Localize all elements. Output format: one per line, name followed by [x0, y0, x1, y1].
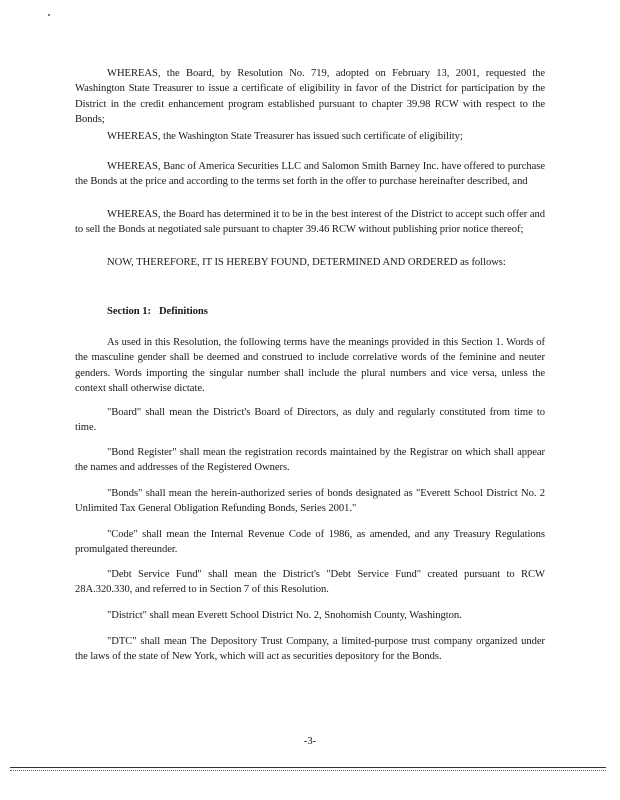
- definition-bonds: [75, 486, 545, 517]
- definition-item: "DTC" shall mean The Depository Trust Company, a limited-purpose trust company organized under the laws of the state of New York, which will act as securities depository for the Bonds.: [75, 636, 545, 663]
- definition-item: "Debt Service Fund" shall mean the District's "Debt Service Fund" created pursuant to RCW 28A.320.330, and referred to in Section 7 of this Resolution.: [75, 569, 545, 596]
- definition-bond-register: [75, 445, 545, 476]
- paragraph-whereas-resolution: WHEREAS, the Board, by Resolution No. 719, adopted on February 13, 2001, requested the Washington State Treasurer to issue a certificate of eligibility in favor of the District for participation by the District in the credit enhancement program established pursuant to chapter 39.98 RCW with respect to the Bonds;: [75, 68, 545, 125]
- definition-debt-service-fund: [75, 567, 545, 598]
- definition-board: [75, 405, 545, 436]
- recital-p4: [75, 207, 545, 238]
- definition-item: "District" shall mean Everett School District No. 2, Snohomish County, Washington.: [107, 610, 462, 621]
- footer-divider: [10, 767, 606, 768]
- definition-code: [75, 527, 545, 558]
- footer-divider-secondary: [10, 770, 606, 771]
- definition-item: "Board" shall mean the District's Board of Directors, as duly and regularly constituted from time to time.: [75, 407, 545, 434]
- definition-item: "Bonds" shall mean the herein-authorized series of bonds designated as "Everett School District No. 2 Unlimited Tax General Obligation Refunding Bonds, Series 2001.": [75, 488, 545, 515]
- definition-dtc: [75, 634, 545, 665]
- definition-district: [75, 608, 545, 623]
- definition-item: "Bond Register" shall mean the registration records maintained by the Registrar on which shall appear the names and addresses of the Registered Owners.: [75, 447, 545, 474]
- recital-p3: [75, 159, 545, 190]
- paragraph-whereas-determined: WHEREAS, the Board has determined it to be in the best interest of the District to accept such offer and to sell the Bonds at negotiated sale pursuant to chapter 39.46 RCW without publishing prior notice thereof;: [75, 209, 545, 236]
- paragraph-definitions-intro: As used in this Resolution, the following terms have the meanings provided in this Section 1. Words of the masculine gender shall be deemed and construed to include correlative words of the feminine and neuter genders. Words importing the singular number shall include the plural numbers and vice versa, unless the context shall otherwise dictate.: [75, 337, 545, 394]
- definitions-intro: [75, 335, 545, 396]
- scan-mark: [48, 14, 50, 16]
- recital-p2: [75, 129, 545, 144]
- paragraph-now-therefore: NOW, THEREFORE, IT IS HEREBY FOUND, DETERMINED AND ORDERED as follows:: [107, 257, 506, 268]
- paragraph-whereas-offer: WHEREAS, Banc of America Securities LLC and Salomon Smith Barney Inc. have offered to purchase the Bonds at the price and according to the terms set forth in the offer to purchase hereinafter described, and: [75, 161, 545, 188]
- section-number: Section 1:: [107, 306, 151, 317]
- paragraph-whereas-certificate: WHEREAS, the Washington State Treasurer has issued such certificate of eligibility;: [107, 131, 463, 142]
- resolution-clause: [75, 255, 545, 270]
- section-heading: [75, 304, 545, 319]
- section-title: Definitions: [158, 306, 208, 317]
- recital-p1: [75, 66, 545, 127]
- page-number: -3-: [303, 736, 317, 747]
- definition-item: "Code" shall mean the Internal Revenue Code of 1986, as amended, and any Treasury Regulations promulgated thereunder.: [75, 529, 545, 556]
